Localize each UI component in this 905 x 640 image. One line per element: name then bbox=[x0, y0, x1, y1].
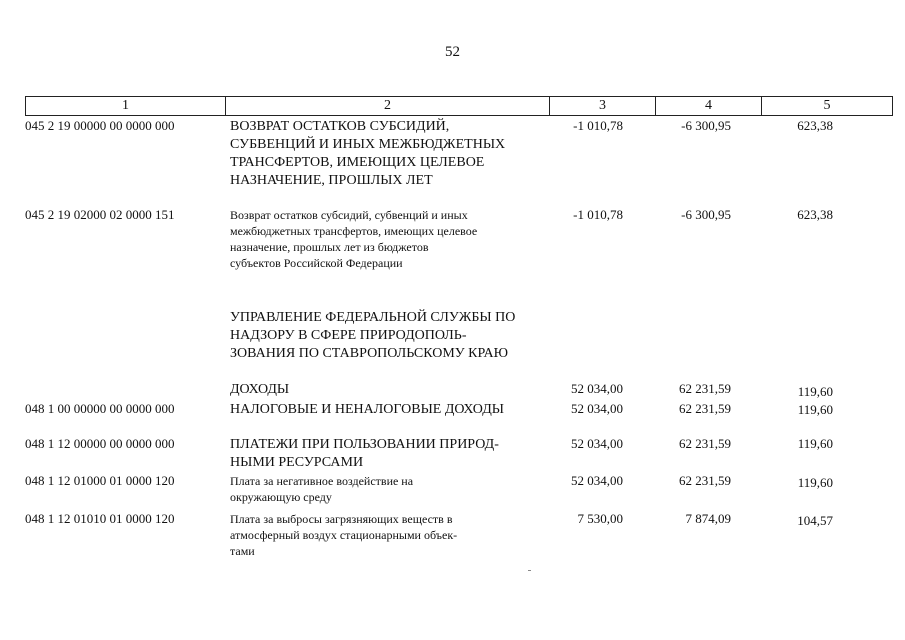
row-value-col4: 7 874,09 bbox=[685, 511, 731, 526]
row-name bbox=[230, 511, 530, 559]
row-value-col5: 119,60 bbox=[797, 384, 833, 399]
row-code: 048 1 00 00000 00 0000 000 bbox=[25, 401, 175, 416]
row-name bbox=[230, 381, 530, 399]
row-name bbox=[230, 401, 530, 419]
row-name-line: УПРАВЛЕНИЕ ФЕДЕРАЛЬНОЙ СЛУЖБЫ ПО bbox=[230, 310, 516, 325]
row-name-line: Плата за негативное воздействие на bbox=[230, 474, 414, 488]
row-name-line: НАЛОГОВЫЕ И НЕНАЛОГОВЫЕ ДОХОДЫ bbox=[230, 402, 504, 417]
row-name bbox=[230, 436, 530, 472]
row-name-line: Возврат остатков субсидий, субвенций и иных bbox=[230, 208, 468, 222]
row-value-col3: 52 034,00 bbox=[571, 401, 623, 416]
row-name bbox=[230, 118, 530, 190]
row-value-col4: 62 231,59 bbox=[679, 401, 731, 416]
scan-speck bbox=[528, 570, 531, 571]
row-value-col5: 623,38 bbox=[797, 207, 833, 222]
row-value-col4: 62 231,59 bbox=[679, 381, 731, 396]
section-heading-text bbox=[230, 309, 530, 363]
row-value-col4: -6 300,95 bbox=[681, 207, 731, 222]
row-name-line: НЫМИ РЕСУРСАМИ bbox=[230, 455, 364, 470]
row-name-line: ЗОВАНИЯ ПО СТАВРОПОЛЬСКОМУ КРАЮ bbox=[230, 346, 509, 361]
header-cell-3: 3 bbox=[550, 97, 656, 115]
table-header-row bbox=[25, 96, 893, 116]
row-code: 045 2 19 00000 00 0000 000 bbox=[25, 118, 175, 133]
row-name-line: СУБВЕНЦИЙ И ИНЫХ МЕЖБЮДЖЕТНЫХ bbox=[230, 137, 506, 152]
row-code: 048 1 12 01010 01 0000 120 bbox=[25, 511, 175, 526]
row-value-col5: 119,60 bbox=[797, 402, 833, 417]
row-value-col3: 7 530,00 bbox=[577, 511, 623, 526]
header-cell-5: 5 bbox=[823, 98, 831, 113]
row-name-line: ПЛАТЕЖИ ПРИ ПОЛЬЗОВАНИИ ПРИРОД- bbox=[230, 437, 499, 452]
row-value-col3: 52 034,00 bbox=[571, 436, 623, 451]
row-value-col5: 623,38 bbox=[797, 118, 833, 133]
row-name-line: межбюджетных трансфертов, имеющих целевое bbox=[230, 224, 478, 238]
header-cell-1: 1 bbox=[26, 97, 226, 115]
row-name-line: тами bbox=[230, 544, 255, 558]
row-code: 048 1 12 00000 00 0000 000 bbox=[25, 436, 175, 451]
row-value-col4: 62 231,59 bbox=[679, 473, 731, 488]
row-name-line: ТРАНСФЕРТОВ, ИМЕЮЩИХ ЦЕЛЕВОЕ bbox=[230, 155, 485, 170]
row-code: 048 1 12 01000 01 0000 120 bbox=[25, 473, 175, 488]
row-name bbox=[230, 473, 530, 505]
row-value-col3: -1 010,78 bbox=[573, 118, 623, 133]
row-name-line: субъектов Российской Федерации bbox=[230, 256, 403, 270]
row-value-col3: 52 034,00 bbox=[571, 381, 623, 396]
row-name bbox=[230, 207, 530, 271]
page-number: 52 bbox=[445, 44, 460, 60]
row-value-col4: -6 300,95 bbox=[681, 118, 731, 133]
row-name-line: назначение, прошлых лет из бюджетов bbox=[230, 240, 429, 254]
row-name-line: атмосферный воздух стационарными объек- bbox=[230, 528, 458, 542]
row-code: 045 2 19 02000 02 0000 151 bbox=[25, 207, 175, 222]
row-value-col5: 104,57 bbox=[797, 513, 833, 528]
row-name-line: ВОЗВРАТ ОСТАТКОВ СУБСИДИЙ, bbox=[230, 119, 450, 134]
row-value-col3: -1 010,78 bbox=[573, 207, 623, 222]
header-cell-4: 4 bbox=[656, 97, 762, 115]
row-value-col5: 119,60 bbox=[797, 436, 833, 451]
row-name-line: окружающую среду bbox=[230, 490, 332, 504]
row-value-col4: 62 231,59 bbox=[679, 436, 731, 451]
row-value-col3: 52 034,00 bbox=[571, 473, 623, 488]
row-name-line: Плата за выбросы загрязняющих веществ в bbox=[230, 512, 453, 526]
row-name-line: НАДЗОРУ В СФЕРЕ ПРИРОДОПОЛЬ- bbox=[230, 328, 467, 343]
row-name-line: ДОХОДЫ bbox=[230, 382, 290, 397]
row-name-line: НАЗНАЧЕНИЕ, ПРОШЛЫХ ЛЕТ bbox=[230, 173, 433, 188]
header-cell-2: 2 bbox=[226, 97, 550, 115]
row-value-col5: 119,60 bbox=[797, 475, 833, 490]
